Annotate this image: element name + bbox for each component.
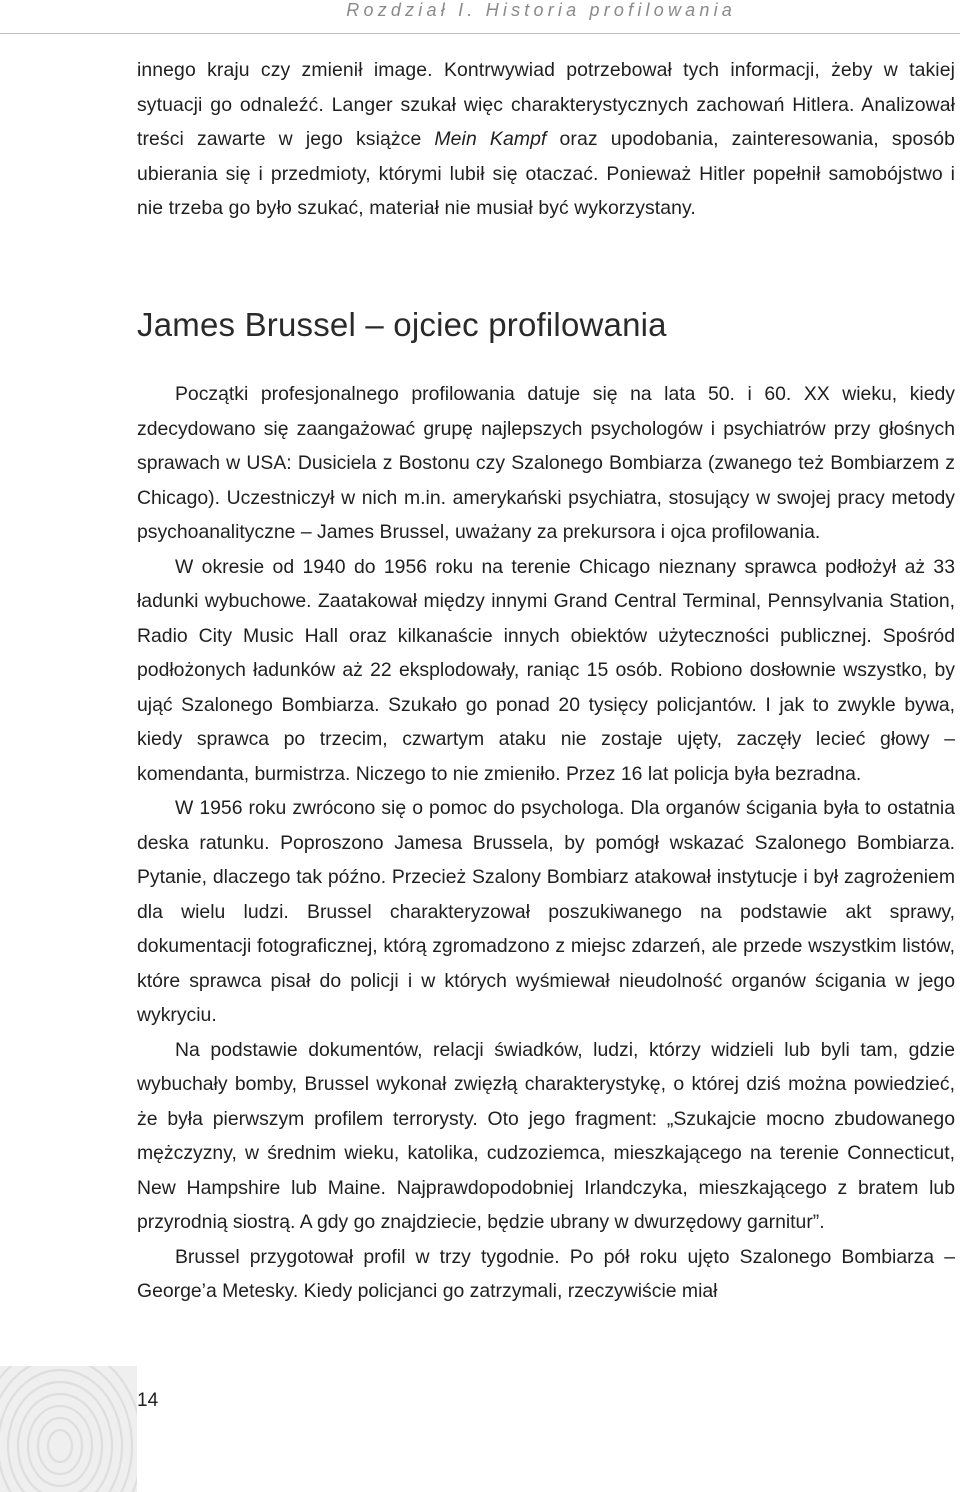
section-body xyxy=(137,377,955,1309)
section-heading: James Brussel – ojciec profilowania xyxy=(137,306,667,343)
intro-text-part1: innego kraju czy zmienił image. Kontrwywiad potrzebował tych informacji, żeby w takiej sytuacji go odnaleźć. Langer szukał więc charakterystycznych zachowań Hitlera. Analizował treści zawarte w jego książce xyxy=(137,59,955,150)
paragraph: Na podstawie dokumentów, relacji świadków, ludzi, którzy widzieli lub byli tam, gdzie wybuchały bomby, Brussel wykonał zwięzłą charakterystykę, o której dziś można powiedzieć, że była pierwszym profilem terrorysty. Oto jego fragment: „Szukajcie mocno zbudowanego mężczyzny, w średnim wieku, katolika, cudzoziemca, mieszkającego na terenie Connecticut, New Hampshire lub Maine. Najprawdopodobniej Irlandczyka, mieszkającego z bratem lub przyrodnią siostrą. A gdy go znajdziecie, będzie ubrany w dwurzędowy garnitur”. xyxy=(137,1038,955,1233)
paragraph: Początki profesjonalnego profilowania datuje się na lata 50. i 60. XX wieku, kiedy zdecydowano się zaangażować grupę najlepszych psychologów i psychiatrów przy głośnych sprawach w USA: Dusiciela z Bostonu czy Szalonego Bombiarza (zwanego też Bombiarzem z Chicago). Uczestniczył w nich m.in. amerykański psychiatra, stosujący w swojej pracy metody psychoanalityczne – James Brussel, uważany za prekursora i ojca profilowania. xyxy=(137,383,955,543)
paragraph: W 1956 roku zwrócono się o pomoc do psychologa. Dla organów ścigania była to ostatnia deska ratunku. Poproszono Jamesa Brussela, by pomógł wskazać Szalonego Bombiarza. Pytanie, dlaczego tak późno. Przecież Szalony Bombiarz atakował instytucje i był zagrożeniem dla wielu ludzi. Brussel charakteryzował poszukiwanego na podstawie akt sprawy, dokumentacji fotograficznej, którą zgromadzono z miejsc zdarzeń, ale przede wszystkim listów, które sprawca pisał do policji i w których wyśmiewał nieudolność organów ścigania w jego wykryciu. xyxy=(137,797,955,1026)
paragraph: W okresie od 1940 do 1956 roku na terenie Chicago nieznany sprawca podłożył aż 33 ładunki wybuchowe. Zaatakował między innymi Grand Central Terminal, Pennsylvania Station, Radio City Music Hall oraz kilkanaście innych obiektów użyteczności publicznej. Spośród podłożonych ładunków aż 22 eksplodowały, raniąc 15 osób. Robiono dosłownie wszystko, by ująć Szalonego Bombiarza. Szukało go ponad 20 tysięcy policjantów. I jak to zwykle bywa, kiedy sprawca po trzecim, czwartym ataku nie zostaje ujęty, zaczęły lecieć głowy – komendanta, burmistrza. Niczego to nie zmieniło. Przez 16 lat policja była bezradna. xyxy=(137,555,955,785)
paragraph: Brussel przygotował profil w trzy tygodnie. Po pół roku ujęto Szalonego Bombiarza – George’a Metesky. Kiedy policjanci go zatrzymali, rzeczywiście miał xyxy=(137,1245,955,1302)
intro-text-part2: oraz upodobania, zainteresowania, sposób ubierania się i przedmioty, którymi lubił się otaczać. Ponieważ Hitler popełnił samobójstwo i nie trzeba go było szukać, materiał nie musiał być wykorzystany. xyxy=(137,128,955,219)
running-title: Rozdział I. Historia profilowania xyxy=(346,0,736,20)
book-title: Mein Kampf xyxy=(434,128,547,150)
page-number: 14 xyxy=(137,1390,159,1411)
header-rule xyxy=(0,33,960,34)
fingerprint-icon xyxy=(0,1366,137,1492)
intro-paragraph xyxy=(137,53,955,226)
intro-text xyxy=(137,53,955,226)
running-header xyxy=(0,0,960,34)
